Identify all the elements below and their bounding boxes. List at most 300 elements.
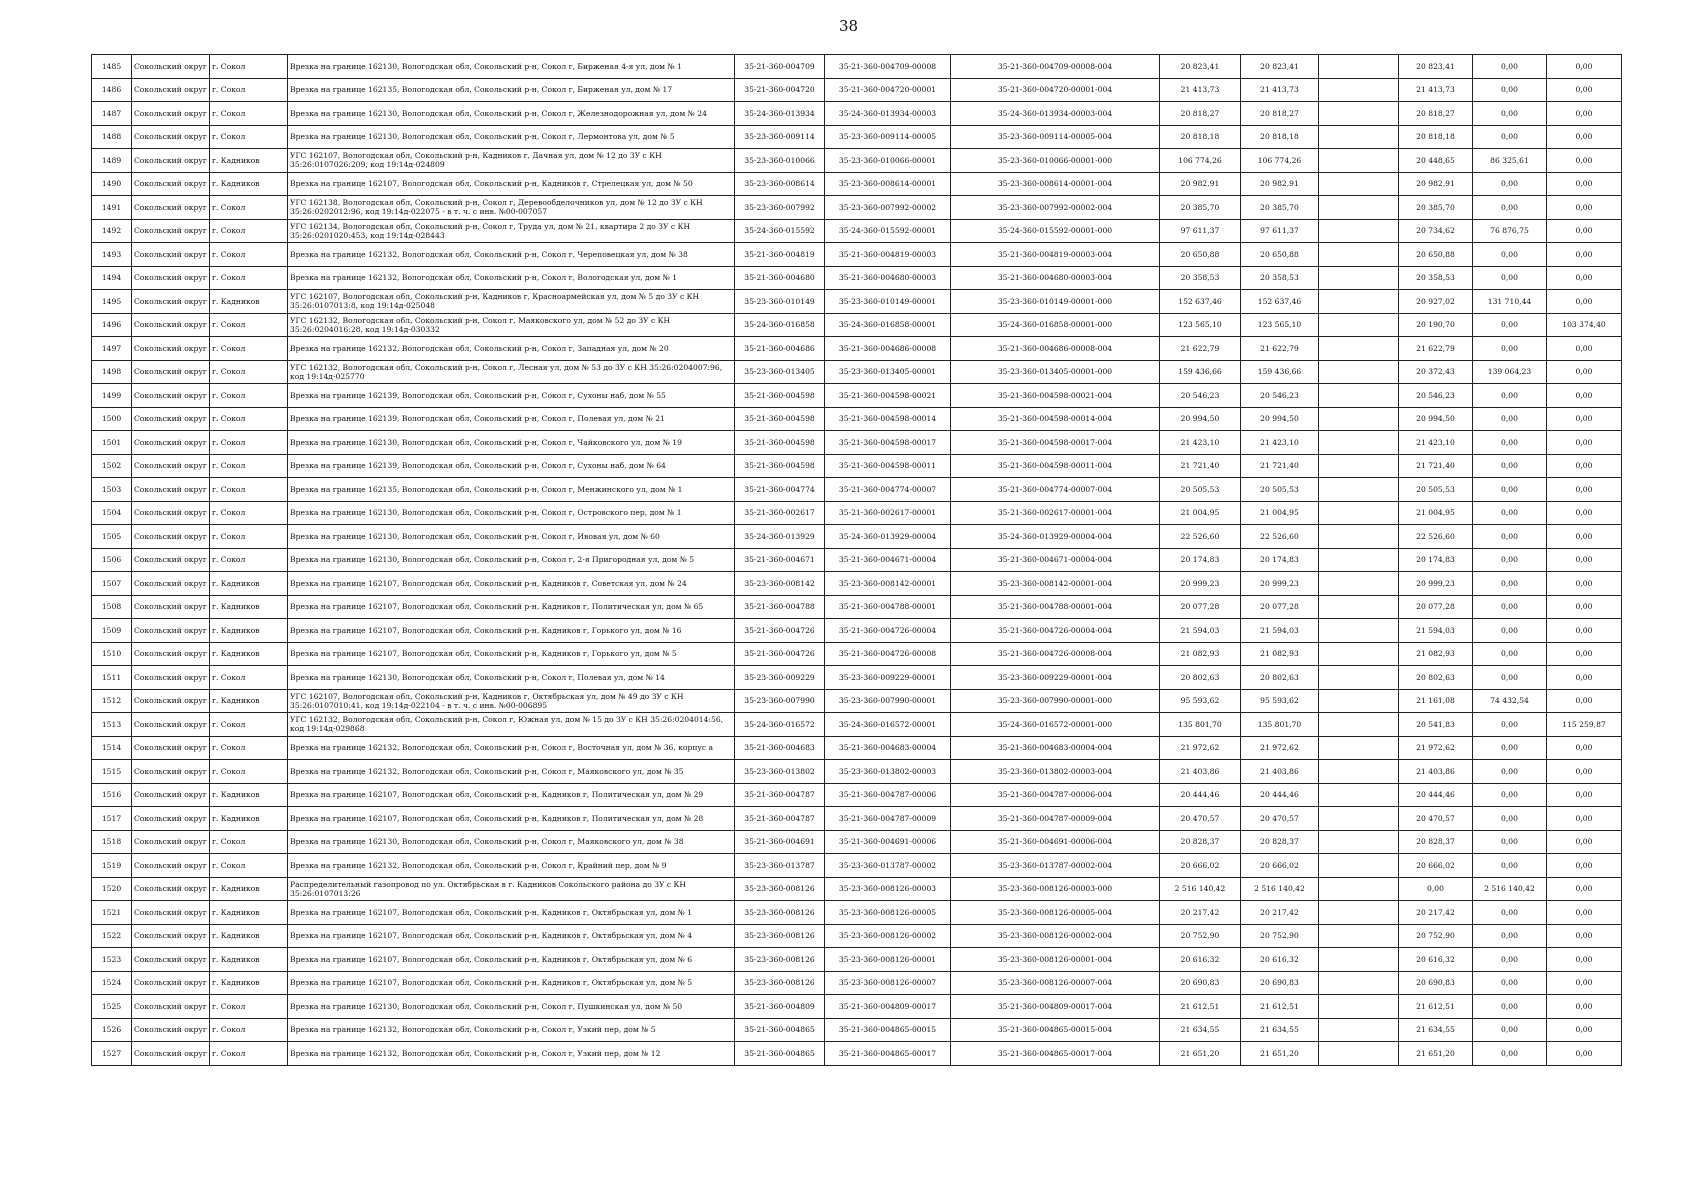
- element-code-cell: 35-21-360-004671-00004-004: [951, 548, 1160, 572]
- district-cell: Сокольский округ: [132, 830, 210, 854]
- cadastral-block-cell: 35-21-360-002617: [735, 501, 825, 525]
- total-value-cell: 21 634,55: [1160, 1018, 1241, 1042]
- table-row: [92, 243, 1622, 267]
- row-number-cell: 1488: [92, 125, 132, 149]
- element-code-cell: 35-21-360-004726-00004-004: [951, 619, 1160, 643]
- total-value-cell: 21 413,73: [1160, 78, 1241, 102]
- town-cell: г. Сокол: [210, 713, 288, 737]
- value-col-2-cell: 20 174,83: [1241, 548, 1319, 572]
- element-code-cell: 35-21-360-004598-00014-004: [951, 407, 1160, 431]
- object-code-cell: 35-21-360-004720-00001: [825, 78, 951, 102]
- value-col-4-cell: 20 505,53: [1399, 478, 1473, 502]
- district-cell: Сокольский округ: [132, 783, 210, 807]
- value-col-4-cell: 20 818,18: [1399, 125, 1473, 149]
- value-col-6-cell: 0,00: [1547, 125, 1622, 149]
- value-col-4-cell: 21 082,93: [1399, 642, 1473, 666]
- district-cell: Сокольский округ: [132, 971, 210, 995]
- value-col-5-cell: 0,00: [1473, 243, 1547, 267]
- total-value-cell: 21 622,79: [1160, 337, 1241, 361]
- town-cell: г. Кадников: [210, 595, 288, 619]
- total-value-cell: 20 217,42: [1160, 901, 1241, 925]
- row-number-cell: 1513: [92, 713, 132, 737]
- object-code-cell: 35-23-360-008614-00001: [825, 172, 951, 196]
- town-cell: г. Кадников: [210, 783, 288, 807]
- object-description-cell: УГС 162107, Вологодская обл, Сокольский р-н, Кадников г, Октябрьская ул, дом № 49 до ЗУ с КН 35:26:0107010:41, код 19:14д-022104 - в т. ч. с инв. №00-006895: [288, 689, 735, 713]
- element-code-cell: 35-23-360-008126-00001-004: [951, 948, 1160, 972]
- town-cell: г. Сокол: [210, 1042, 288, 1066]
- value-col-5-cell: 0,00: [1473, 572, 1547, 596]
- value-col-6-cell: 0,00: [1547, 1042, 1622, 1066]
- row-number-cell: 1527: [92, 1042, 132, 1066]
- value-col-4-cell: 20 217,42: [1399, 901, 1473, 925]
- value-col-3-cell: [1319, 807, 1399, 831]
- value-col-3-cell: [1319, 149, 1399, 173]
- object-code-cell: 35-21-360-004598-00011: [825, 454, 951, 478]
- value-col-3-cell: [1319, 102, 1399, 126]
- object-code-cell: 35-21-360-004726-00008: [825, 642, 951, 666]
- register-table: [91, 54, 1622, 1066]
- value-col-2-cell: 20 802,63: [1241, 666, 1319, 690]
- object-code-cell: 35-23-360-008126-00005: [825, 901, 951, 925]
- object-description-cell: Врезка на границе 162130, Вологодская обл, Сокольский р-н, Сокол г, Железнодорожная ул, дом № 24: [288, 102, 735, 126]
- district-cell: Сокольский округ: [132, 102, 210, 126]
- table-row: [92, 55, 1622, 79]
- row-number-cell: 1486: [92, 78, 132, 102]
- value-col-2-cell: 21 594,03: [1241, 619, 1319, 643]
- district-cell: Сокольский округ: [132, 713, 210, 737]
- object-description-cell: Врезка на границе 162130, Вологодская обл, Сокольский р-н, Сокол г, Бирженая 4-я ул, дом № 1: [288, 55, 735, 79]
- district-cell: Сокольский округ: [132, 854, 210, 878]
- town-cell: г. Сокол: [210, 78, 288, 102]
- value-col-4-cell: 21 612,51: [1399, 995, 1473, 1019]
- value-col-2-cell: 20 546,23: [1241, 384, 1319, 408]
- value-col-2-cell: 21 082,93: [1241, 642, 1319, 666]
- value-col-4-cell: 20 470,57: [1399, 807, 1473, 831]
- total-value-cell: 20 546,23: [1160, 384, 1241, 408]
- value-col-5-cell: 0,00: [1473, 78, 1547, 102]
- value-col-4-cell: 21 403,86: [1399, 760, 1473, 784]
- district-cell: Сокольский округ: [132, 243, 210, 267]
- total-value-cell: 21 612,51: [1160, 995, 1241, 1019]
- value-col-5-cell: 0,00: [1473, 478, 1547, 502]
- value-col-2-cell: 20 994,50: [1241, 407, 1319, 431]
- town-cell: г. Сокол: [210, 125, 288, 149]
- object-description-cell: Врезка на границе 162139, Вологодская обл, Сокольский р-н, Сокол г, Сухоны наб, дом № 64: [288, 454, 735, 478]
- object-code-cell: 35-23-360-008142-00001: [825, 572, 951, 596]
- value-col-4-cell: 20 818,27: [1399, 102, 1473, 126]
- object-description-cell: Врезка на границе 162107, Вологодская обл, Сокольский р-н, Кадников г, Политическая ул, дом № 28: [288, 807, 735, 831]
- element-code-cell: 35-23-360-008126-00002-004: [951, 924, 1160, 948]
- register-body: [92, 55, 1622, 1066]
- object-description-cell: Врезка на границе 162107, Вологодская обл, Сокольский р-н, Кадников г, Октябрьская ул, дом № 4: [288, 924, 735, 948]
- cadastral-block-cell: 35-23-360-013787: [735, 854, 825, 878]
- value-col-5-cell: 0,00: [1473, 196, 1547, 220]
- value-col-5-cell: 76 876,75: [1473, 219, 1547, 243]
- total-value-cell: 20 802,63: [1160, 666, 1241, 690]
- district-cell: Сокольский округ: [132, 149, 210, 173]
- total-value-cell: 95 593,62: [1160, 689, 1241, 713]
- object-description-cell: Врезка на границе 162130, Вологодская обл, Сокольский р-н, Сокол г, Ивовая ул, дом № 60: [288, 525, 735, 549]
- value-col-5-cell: 0,00: [1473, 924, 1547, 948]
- total-value-cell: 20 385,70: [1160, 196, 1241, 220]
- value-col-5-cell: 0,00: [1473, 995, 1547, 1019]
- element-code-cell: 35-21-360-004709-00008-004: [951, 55, 1160, 79]
- cadastral-block-cell: 35-23-360-008126: [735, 901, 825, 925]
- value-col-2-cell: 20 444,46: [1241, 783, 1319, 807]
- town-cell: г. Кадников: [210, 572, 288, 596]
- row-number-cell: 1496: [92, 313, 132, 337]
- object-description-cell: Врезка на границе 162130, Вологодская обл, Сокольский р-н, Сокол г, Лермонтова ул, дом № 5: [288, 125, 735, 149]
- object-description-cell: Врезка на границе 162107, Вологодская обл, Сокольский р-н, Кадников г, Стрелецкая ул, дом № 50: [288, 172, 735, 196]
- value-col-4-cell: 21 161,08: [1399, 689, 1473, 713]
- object-code-cell: 35-21-360-004671-00004: [825, 548, 951, 572]
- object-code-cell: 35-21-360-002617-00001: [825, 501, 951, 525]
- value-col-4-cell: 21 004,95: [1399, 501, 1473, 525]
- value-col-2-cell: 20 666,02: [1241, 854, 1319, 878]
- value-col-3-cell: [1319, 619, 1399, 643]
- value-col-5-cell: 0,00: [1473, 901, 1547, 925]
- value-col-5-cell: 131 710,44: [1473, 290, 1547, 314]
- value-col-6-cell: 0,00: [1547, 995, 1622, 1019]
- value-col-4-cell: 21 721,40: [1399, 454, 1473, 478]
- value-col-4-cell: 20 372,43: [1399, 360, 1473, 384]
- element-code-cell: 35-21-360-004720-00001-004: [951, 78, 1160, 102]
- object-description-cell: УГС 162134, Вологодская обл, Сокольский р-н, Сокол г, Труда ул, дом № 21, квартира 2 до ЗУ с КН 35:26:0201020:453, код 19:14д-028443: [288, 219, 735, 243]
- value-col-6-cell: 0,00: [1547, 501, 1622, 525]
- town-cell: г. Сокол: [210, 102, 288, 126]
- value-col-2-cell: 20 077,28: [1241, 595, 1319, 619]
- value-col-2-cell: 20 828,37: [1241, 830, 1319, 854]
- object-description-cell: Врезка на границе 162107, Вологодская обл, Сокольский р-н, Кадников г, Политическая ул, дом № 29: [288, 783, 735, 807]
- row-number-cell: 1515: [92, 760, 132, 784]
- value-col-5-cell: 0,00: [1473, 125, 1547, 149]
- total-value-cell: 159 436,66: [1160, 360, 1241, 384]
- total-value-cell: 21 423,10: [1160, 431, 1241, 455]
- value-col-6-cell: 0,00: [1547, 689, 1622, 713]
- value-col-5-cell: 0,00: [1473, 337, 1547, 361]
- row-number-cell: 1524: [92, 971, 132, 995]
- total-value-cell: 123 565,10: [1160, 313, 1241, 337]
- row-number-cell: 1492: [92, 219, 132, 243]
- object-code-cell: 35-21-360-004819-00003: [825, 243, 951, 267]
- cadastral-block-cell: 35-23-360-008126: [735, 948, 825, 972]
- value-col-5-cell: 0,00: [1473, 431, 1547, 455]
- value-col-6-cell: 0,00: [1547, 760, 1622, 784]
- value-col-4-cell: 20 802,63: [1399, 666, 1473, 690]
- table-row: [92, 666, 1622, 690]
- value-col-6-cell: 0,00: [1547, 337, 1622, 361]
- value-col-3-cell: [1319, 525, 1399, 549]
- cadastral-block-cell: 35-21-360-004819: [735, 243, 825, 267]
- object-description-cell: Врезка на границе 162107, Вологодская обл, Сокольский р-н, Кадников г, Советская ул, дом № 24: [288, 572, 735, 596]
- element-code-cell: 35-24-360-015592-00001-000: [951, 219, 1160, 243]
- object-code-cell: 35-21-360-004680-00003: [825, 266, 951, 290]
- table-row: [92, 1042, 1622, 1066]
- cadastral-block-cell: 35-21-360-004865: [735, 1018, 825, 1042]
- object-description-cell: Врезка на границе 162132, Вологодская обл, Сокольский р-н, Сокол г, Узкий пер, дом № 5: [288, 1018, 735, 1042]
- total-value-cell: 20 823,41: [1160, 55, 1241, 79]
- object-description-cell: УГС 162132, Вологодская обл, Сокольский р-н, Сокол г, Лесная ул, дом № 53 до ЗУ с КН 35:26:0204007:96, код 19:14д-025770: [288, 360, 735, 384]
- table-row: [92, 548, 1622, 572]
- value-col-3-cell: [1319, 196, 1399, 220]
- row-number-cell: 1522: [92, 924, 132, 948]
- value-col-4-cell: 21 651,20: [1399, 1042, 1473, 1066]
- value-col-3-cell: [1319, 172, 1399, 196]
- value-col-5-cell: 0,00: [1473, 642, 1547, 666]
- value-col-2-cell: 21 622,79: [1241, 337, 1319, 361]
- town-cell: г. Сокол: [210, 196, 288, 220]
- object-description-cell: Врезка на границе 162130, Вологодская обл, Сокольский р-н, Сокол г, Островского пер, дом № 1: [288, 501, 735, 525]
- object-description-cell: Врезка на границе 162107, Вологодская обл, Сокольский р-н, Кадников г, Горького ул, дом № 16: [288, 619, 735, 643]
- value-col-4-cell: 20 077,28: [1399, 595, 1473, 619]
- element-code-cell: 35-21-360-002617-00001-004: [951, 501, 1160, 525]
- element-code-cell: 35-21-360-004819-00003-004: [951, 243, 1160, 267]
- table-row: [92, 313, 1622, 337]
- value-col-3-cell: [1319, 901, 1399, 925]
- value-col-2-cell: 20 818,27: [1241, 102, 1319, 126]
- element-code-cell: 35-21-360-004598-00011-004: [951, 454, 1160, 478]
- value-col-4-cell: 20 690,83: [1399, 971, 1473, 995]
- row-number-cell: 1502: [92, 454, 132, 478]
- value-col-4-cell: 20 358,53: [1399, 266, 1473, 290]
- value-col-4-cell: 0,00: [1399, 877, 1473, 901]
- district-cell: Сокольский округ: [132, 290, 210, 314]
- value-col-2-cell: 152 637,46: [1241, 290, 1319, 314]
- town-cell: г. Сокол: [210, 501, 288, 525]
- value-col-3-cell: [1319, 760, 1399, 784]
- value-col-5-cell: 0,00: [1473, 384, 1547, 408]
- value-col-2-cell: 20 470,57: [1241, 807, 1319, 831]
- value-col-4-cell: 21 972,62: [1399, 736, 1473, 760]
- value-col-4-cell: 20 734,62: [1399, 219, 1473, 243]
- value-col-6-cell: 0,00: [1547, 572, 1622, 596]
- object-code-cell: 35-21-360-004598-00017: [825, 431, 951, 455]
- row-number-cell: 1497: [92, 337, 132, 361]
- district-cell: Сокольский округ: [132, 548, 210, 572]
- value-col-6-cell: 0,00: [1547, 948, 1622, 972]
- element-code-cell: 35-23-360-008614-00001-004: [951, 172, 1160, 196]
- total-value-cell: 20 358,53: [1160, 266, 1241, 290]
- element-code-cell: 35-23-360-010066-00001-000: [951, 149, 1160, 173]
- value-col-3-cell: [1319, 548, 1399, 572]
- district-cell: Сокольский округ: [132, 666, 210, 690]
- row-number-cell: 1518: [92, 830, 132, 854]
- value-col-5-cell: 0,00: [1473, 548, 1547, 572]
- object-description-cell: Врезка на границе 162132, Вологодская обл, Сокольский р-н, Сокол г, Западная ул, дом № 20: [288, 337, 735, 361]
- cadastral-block-cell: 35-21-360-004726: [735, 619, 825, 643]
- value-col-6-cell: 0,00: [1547, 877, 1622, 901]
- cadastral-block-cell: 35-21-360-004598: [735, 431, 825, 455]
- table-row: [92, 525, 1622, 549]
- value-col-5-cell: 0,00: [1473, 313, 1547, 337]
- table-row: [92, 713, 1622, 737]
- element-code-cell: 35-23-360-009229-00001-004: [951, 666, 1160, 690]
- object-code-cell: 35-24-360-015592-00001: [825, 219, 951, 243]
- object-code-cell: 35-21-360-004809-00017: [825, 995, 951, 1019]
- element-code-cell: 35-23-360-013405-00001-000: [951, 360, 1160, 384]
- total-value-cell: 20 650,88: [1160, 243, 1241, 267]
- value-col-4-cell: 20 616,32: [1399, 948, 1473, 972]
- value-col-5-cell: 0,00: [1473, 854, 1547, 878]
- object-code-cell: 35-21-360-004774-00007: [825, 478, 951, 502]
- table-row: [92, 995, 1622, 1019]
- district-cell: Сокольский округ: [132, 901, 210, 925]
- value-col-4-cell: 20 752,90: [1399, 924, 1473, 948]
- district-cell: Сокольский округ: [132, 1042, 210, 1066]
- town-cell: г. Сокол: [210, 736, 288, 760]
- value-col-4-cell: 21 622,79: [1399, 337, 1473, 361]
- value-col-3-cell: [1319, 313, 1399, 337]
- table-row: [92, 830, 1622, 854]
- total-value-cell: 21 004,95: [1160, 501, 1241, 525]
- value-col-5-cell: 86 325,61: [1473, 149, 1547, 173]
- object-code-cell: 35-23-360-008126-00001: [825, 948, 951, 972]
- total-value-cell: 20 828,37: [1160, 830, 1241, 854]
- value-col-3-cell: [1319, 360, 1399, 384]
- value-col-6-cell: 0,00: [1547, 102, 1622, 126]
- element-code-cell: 35-21-360-004809-00017-004: [951, 995, 1160, 1019]
- cadastral-block-cell: 35-21-360-004809: [735, 995, 825, 1019]
- value-col-3-cell: [1319, 1042, 1399, 1066]
- object-code-cell: 35-24-360-016858-00001: [825, 313, 951, 337]
- object-code-cell: 35-23-360-013405-00001: [825, 360, 951, 384]
- town-cell: г. Сокол: [210, 384, 288, 408]
- value-col-6-cell: 115 259,87: [1547, 713, 1622, 737]
- table-row: [92, 971, 1622, 995]
- value-col-5-cell: 0,00: [1473, 736, 1547, 760]
- value-col-2-cell: 2 516 140,42: [1241, 877, 1319, 901]
- value-col-5-cell: 0,00: [1473, 595, 1547, 619]
- value-col-3-cell: [1319, 642, 1399, 666]
- table-row: [92, 407, 1622, 431]
- value-col-2-cell: 21 403,86: [1241, 760, 1319, 784]
- value-col-6-cell: 0,00: [1547, 243, 1622, 267]
- district-cell: Сокольский округ: [132, 196, 210, 220]
- district-cell: Сокольский округ: [132, 924, 210, 948]
- object-description-cell: Врезка на границе 162135, Вологодская обл, Сокольский р-н, Сокол г, Менжинского ул, дом № 1: [288, 478, 735, 502]
- value-col-2-cell: 20 505,53: [1241, 478, 1319, 502]
- object-description-cell: УГС 162132, Вологодская обл, Сокольский р-н, Сокол г, Маяковского ул, дом № 52 до ЗУ с КН 35:26:0204016:28, код 19:14д-030332: [288, 313, 735, 337]
- town-cell: г. Сокол: [210, 337, 288, 361]
- value-col-2-cell: 159 436,66: [1241, 360, 1319, 384]
- object-code-cell: 35-21-360-004709-00008: [825, 55, 951, 79]
- value-col-3-cell: [1319, 572, 1399, 596]
- cadastral-block-cell: 35-24-360-016572: [735, 713, 825, 737]
- value-col-5-cell: 74 432,54: [1473, 689, 1547, 713]
- value-col-3-cell: [1319, 78, 1399, 102]
- object-description-cell: Врезка на границе 162139, Вологодская обл, Сокольский р-н, Сокол г, Полевая ул, дом № 21: [288, 407, 735, 431]
- value-col-3-cell: [1319, 995, 1399, 1019]
- town-cell: г. Сокол: [210, 666, 288, 690]
- row-number-cell: 1509: [92, 619, 132, 643]
- value-col-4-cell: 20 190,70: [1399, 313, 1473, 337]
- district-cell: Сокольский округ: [132, 337, 210, 361]
- cadastral-block-cell: 35-24-360-016858: [735, 313, 825, 337]
- cadastral-block-cell: 35-23-360-009229: [735, 666, 825, 690]
- element-code-cell: 35-23-360-008126-00005-004: [951, 901, 1160, 925]
- cadastral-block-cell: 35-23-360-009114: [735, 125, 825, 149]
- row-number-cell: 1514: [92, 736, 132, 760]
- town-cell: г. Сокол: [210, 219, 288, 243]
- cadastral-block-cell: 35-23-360-007992: [735, 196, 825, 220]
- value-col-6-cell: 0,00: [1547, 407, 1622, 431]
- town-cell: г. Кадников: [210, 901, 288, 925]
- object-code-cell: 35-23-360-013787-00002: [825, 854, 951, 878]
- total-value-cell: 20 818,27: [1160, 102, 1241, 126]
- town-cell: г. Сокол: [210, 454, 288, 478]
- value-col-3-cell: [1319, 125, 1399, 149]
- value-col-6-cell: 0,00: [1547, 172, 1622, 196]
- district-cell: Сокольский округ: [132, 266, 210, 290]
- value-col-6-cell: 0,00: [1547, 1018, 1622, 1042]
- value-col-4-cell: 21 634,55: [1399, 1018, 1473, 1042]
- town-cell: г. Кадников: [210, 807, 288, 831]
- object-description-cell: Врезка на границе 162130, Вологодская обл, Сокольский р-н, Сокол г, 2-я Пригородная ул, дом № 5: [288, 548, 735, 572]
- district-cell: Сокольский округ: [132, 760, 210, 784]
- object-description-cell: Врезка на границе 162130, Вологодская обл, Сокольский р-н, Сокол г, Пушкинская ул, дом № 50: [288, 995, 735, 1019]
- town-cell: г. Сокол: [210, 548, 288, 572]
- total-value-cell: 20 690,83: [1160, 971, 1241, 995]
- town-cell: г. Кадников: [210, 172, 288, 196]
- value-col-6-cell: 0,00: [1547, 149, 1622, 173]
- table-row: [92, 572, 1622, 596]
- table-row: [92, 1018, 1622, 1042]
- total-value-cell: 20 994,50: [1160, 407, 1241, 431]
- cadastral-block-cell: 35-21-360-004598: [735, 454, 825, 478]
- element-code-cell: 35-21-360-004726-00008-004: [951, 642, 1160, 666]
- cadastral-block-cell: 35-23-360-010149: [735, 290, 825, 314]
- cadastral-block-cell: 35-23-360-008614: [735, 172, 825, 196]
- value-col-6-cell: 0,00: [1547, 854, 1622, 878]
- element-code-cell: 35-21-360-004598-00021-004: [951, 384, 1160, 408]
- row-number-cell: 1494: [92, 266, 132, 290]
- value-col-6-cell: 0,00: [1547, 55, 1622, 79]
- page-number: 38: [838, 17, 859, 35]
- element-code-cell: 35-21-360-004787-00006-004: [951, 783, 1160, 807]
- row-number-cell: 1516: [92, 783, 132, 807]
- cadastral-block-cell: 35-21-360-004726: [735, 642, 825, 666]
- town-cell: г. Сокол: [210, 407, 288, 431]
- town-cell: г. Кадников: [210, 149, 288, 173]
- row-number-cell: 1503: [92, 478, 132, 502]
- object-code-cell: 35-21-360-004788-00001: [825, 595, 951, 619]
- total-value-cell: 20 982,91: [1160, 172, 1241, 196]
- object-code-cell: 35-23-360-013802-00003: [825, 760, 951, 784]
- value-col-2-cell: 20 982,91: [1241, 172, 1319, 196]
- row-number-cell: 1526: [92, 1018, 132, 1042]
- value-col-6-cell: 0,00: [1547, 219, 1622, 243]
- table-row: [92, 454, 1622, 478]
- table-row: [92, 807, 1622, 831]
- object-code-cell: 35-21-360-004865-00015: [825, 1018, 951, 1042]
- cadastral-block-cell: 35-21-360-004683: [735, 736, 825, 760]
- row-number-cell: 1511: [92, 666, 132, 690]
- cadastral-block-cell: 35-21-360-004686: [735, 337, 825, 361]
- value-col-6-cell: 0,00: [1547, 196, 1622, 220]
- value-col-2-cell: 97 611,37: [1241, 219, 1319, 243]
- value-col-5-cell: 0,00: [1473, 525, 1547, 549]
- total-value-cell: 20 505,53: [1160, 478, 1241, 502]
- value-col-6-cell: 0,00: [1547, 384, 1622, 408]
- element-code-cell: 35-24-360-016858-00001-000: [951, 313, 1160, 337]
- value-col-3-cell: [1319, 854, 1399, 878]
- element-code-cell: 35-24-360-013934-00003-004: [951, 102, 1160, 126]
- object-code-cell: 35-23-360-008126-00003: [825, 877, 951, 901]
- row-number-cell: 1501: [92, 431, 132, 455]
- element-code-cell: 35-21-360-004787-00009-004: [951, 807, 1160, 831]
- value-col-3-cell: [1319, 55, 1399, 79]
- row-number-cell: 1506: [92, 548, 132, 572]
